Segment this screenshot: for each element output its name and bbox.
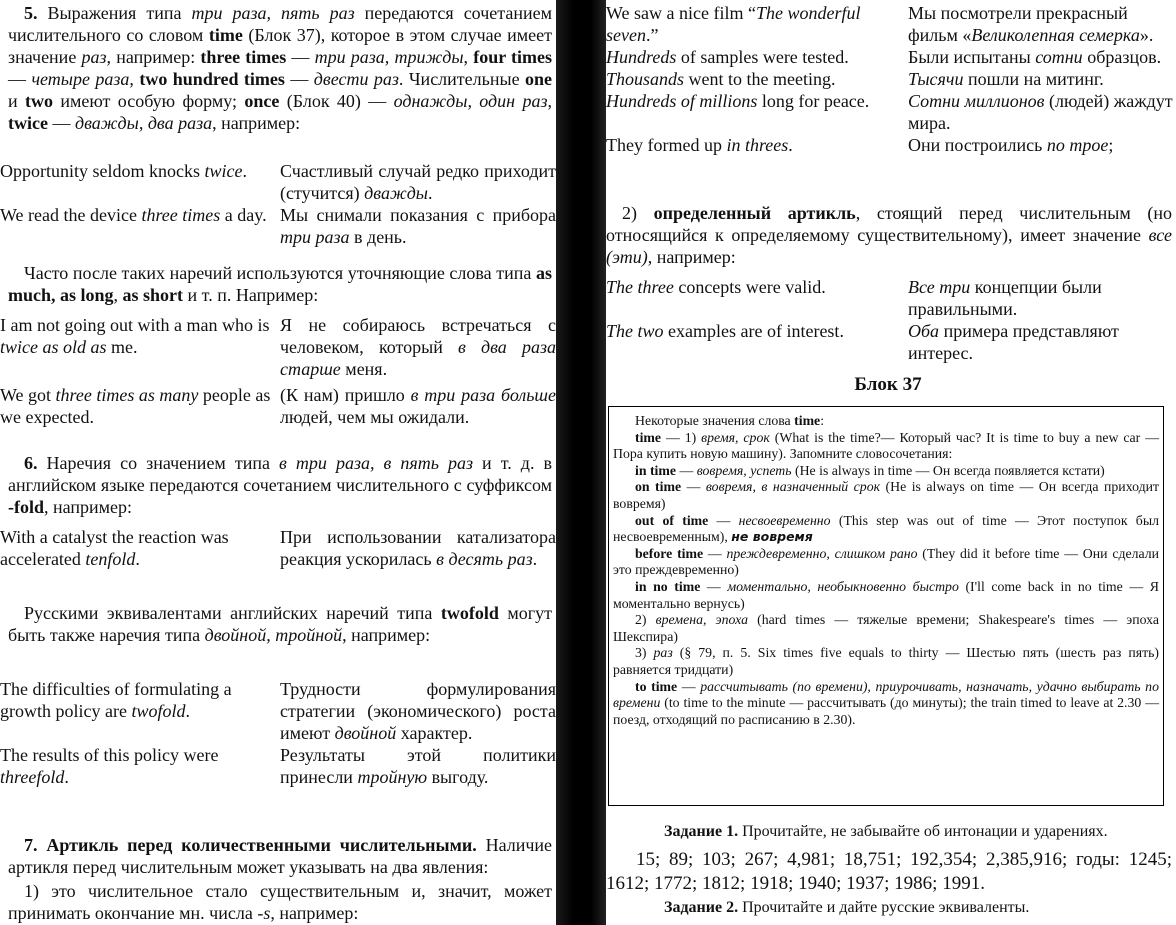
example-en: I am not going out with a man who is twice as old as me. (0, 315, 270, 357)
examples-as-much (0, 314, 556, 428)
example-en: With a catalyst the reaction was accelerated tenfold. (0, 527, 229, 569)
paragraph-definite-article: 2) определенный артикль, стоящий перед числительным (но относящийся к определяемому существительному), имеет значение все (эти), например: (606, 203, 1173, 267)
example-en: We read the device three times a day. (0, 205, 267, 225)
paragraph-7-1: 1) это числительное стало существительным и, значит, может принимать окончание мн. числа -s, например: (8, 881, 552, 923)
example-en: Hundreds of millions long for peace. (606, 91, 870, 111)
example-ru: При использовании катализатора реакция ускорилась в десять раз. (280, 527, 556, 569)
paragraph-6: 6. Наречия со значением типа в три раза, в пять раз и т. д. в английском языке передаются сочетанием числительного с суффиксом -fold, например: (8, 453, 553, 517)
example-en: The results of this policy were threefold. (0, 745, 219, 787)
example-en: The difficulties of formulating a growth policy are twofold. (0, 679, 232, 721)
box-heading: Некоторые значения слова time: (635, 413, 825, 428)
block-37-box (608, 406, 1164, 806)
box-entry: on time — вовремя, в назначенный срок (He is always on time — Он всегда приходит вовремя) (613, 479, 1160, 511)
paragraph-7: 7. Артикль перед количественными числительными. Наличие артикля перед числительным может указывать на два явления: (8, 835, 553, 877)
example-ru: Счастливый случай редко приходит (стучится) дважды. (280, 161, 556, 203)
paragraph-russian-equivalents: Русскими эквивалентами английских наречий типа twofold могут быть также наречия типа двойной, тройной, например: (8, 603, 553, 645)
paragraph-often: Часто после таких наречий используются уточняющие слова типа as much, as long, as short и т. п. Например: (8, 263, 552, 305)
task-1-instruction: Задание 1. Прочитайте, не забывайте об интонации и ударениях. (664, 823, 1108, 840)
box-entry: 2) времена, эпоха (hard times — тяжелые времени; Shakespeare's times — эпоха Шекспира) (613, 612, 1159, 644)
left-page (0, 0, 560, 925)
right-page (600, 0, 1176, 925)
example-ru: Трудности формулирования стратегии (экономического) роста имеют двойной характер. (280, 679, 556, 743)
example-ru: Сотни миллионов (людей) жаждут мира. (908, 91, 1173, 133)
example-ru: (К нам) пришло в три раза больше людей, чем мы ожидали. (280, 385, 556, 427)
task-1-numbers: 15; 89; 103; 267; 4,981; 18,751; 192,354; 2,385,916; годы: 1245; 1612; 1772; 1812; 1918; 1940; 1937; 1986; 1991. (606, 849, 1172, 894)
example-ru: Мы снимали показания с прибора три раза в день. (280, 205, 556, 247)
example-en: They formed up in threes. (606, 135, 793, 155)
examples-fold (0, 526, 556, 570)
example-ru: Они построились по трое; (908, 135, 1114, 155)
example-ru: Оба примера представляют интерес. (908, 321, 1119, 363)
examples-twofold (0, 678, 556, 788)
example-ru: Я не собираюсь встречаться с человеком, который в два раза старше меня. (280, 315, 556, 379)
box-entry: in time — вовремя, успеть (He is always in time — Он всегда появляется кстати) (635, 462, 1105, 478)
example-en: We saw a nice film “The wonderful seven.” (606, 3, 861, 45)
example-ru: Все три концепции были правильными. (908, 277, 1102, 319)
examples-nouns (606, 2, 1174, 156)
box-entry: before time — преждевременно, слишком рано (They did it before time — Они сделали это преждевременно) (613, 545, 1159, 578)
box-entry: time — 1) время, срок (What is the time?— Который час? It is time to buy a new car — Пора купить новую машину). Запомните словосочетания: (613, 429, 1159, 462)
box-entry: out of time — несвоевременно (This step was out of time — Этот поступок был несвоевременным), не вовремя (613, 512, 1159, 545)
example-en: Hundreds of samples were tested. (606, 47, 849, 67)
example-ru: Были испытаны сотни образцов. (908, 47, 1162, 67)
example-en: The two examples are of interest. (606, 321, 844, 341)
example-en: The three concepts were valid. (606, 277, 826, 297)
example-en: Opportunity seldom knocks twice. (0, 161, 247, 181)
examples-article (606, 276, 1174, 364)
handwritten-note: не вовремя (731, 529, 813, 545)
box-entry: in no time — моментально, необыкновенно быстро (I'll come back in no time — Я моментально вернусь) (613, 578, 1159, 611)
example-ru: Тысячи пошли на митинг. (908, 69, 1104, 89)
example-ru: Мы посмотрели прекрасный фильм «Великолепная семерка». (908, 3, 1154, 45)
block-title: Блок 37 (854, 374, 922, 395)
box-entry: to time — рассчитывать (по времени), приурочивать, назначать, удачно выбирать по времени (to time to the minute — рассчитывать (до минуты); the train timed to leave at 2.30 — поезд, отходящий по расписанию в 2.30). (613, 678, 1159, 727)
example-en: Thousands went to the meeting. (606, 69, 836, 89)
book-spine-shadow (556, 0, 606, 925)
example-en: We got three times as many people as we expected. (0, 385, 271, 427)
paragraph-5: 5. Выражения типа три раза, пять раз передаются сочетанием числительного со словом time (Блок 37), которое в этом случае имеет значение раз, например: three times — три раза, трижды, four times — четыре раза, two hundred times — двести раз. Числительные one и two имеют особую форму; once (Блок 40) — однажды, один раз, twice — дважды, два раза, например: (8, 3, 553, 133)
examples-once-twice (0, 160, 556, 248)
box-entry: 3) раз (§ 79, п. 5. Six times five equals to thirty — Шестью пять (шесть раз пять) равняется тридцати) (613, 645, 1159, 677)
example-ru: Результаты этой политики принесли тройную выгоду. (280, 745, 556, 787)
task-2-instruction: Задание 2. Прочитайте и дайте русские эквиваленты. (664, 899, 1030, 916)
